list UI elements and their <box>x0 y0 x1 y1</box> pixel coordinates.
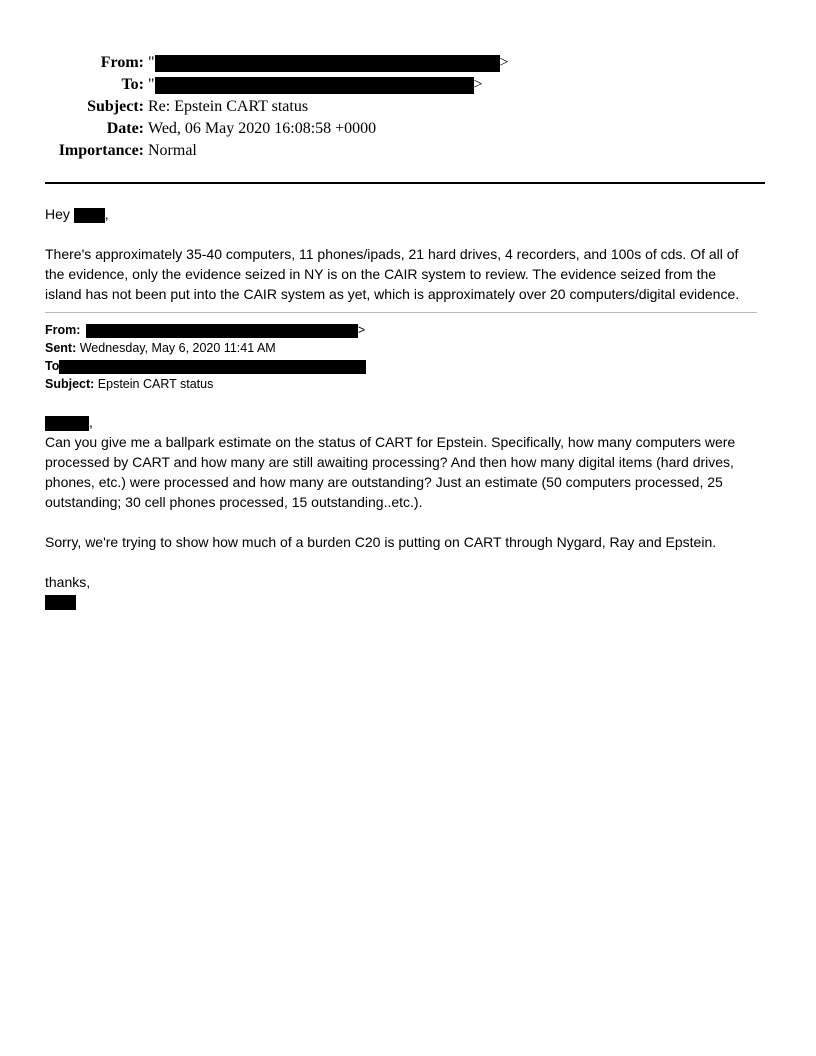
original-line: outstanding; 30 cell phones processed, 15 outstanding..etc.). <box>45 494 423 510</box>
reply-line: the evidence, only the evidence seized in NY is on the CAIR system to review. The evidence seized from the <box>45 266 717 282</box>
header-importance-value: Normal <box>148 142 197 159</box>
reply-greeting <box>45 204 770 224</box>
original-closing <box>45 572 770 592</box>
header-to-suffix: > <box>473 76 483 93</box>
redaction-box <box>155 55 500 72</box>
original-sent-row <box>45 339 765 357</box>
original-line: Can you give me a ballpark estimate on the status of CART for Epstein. Specifically, how many computers were <box>45 434 736 450</box>
original-from-row <box>45 321 765 339</box>
header-subject-row <box>0 96 816 118</box>
header-importance-row <box>0 140 816 162</box>
original-line: processed by CART and how many are still awaiting processing? And then how many digital items (hard drives, <box>45 454 734 470</box>
header-date-value: Wed, 06 May 2020 16:08:58 +0000 <box>148 120 377 137</box>
original-sent-label: Sent: <box>45 341 77 355</box>
original-to-label: To <box>45 359 60 373</box>
reply-body <box>45 244 770 304</box>
header-to-label: To: <box>121 76 144 93</box>
header-from-prefix: " <box>148 54 155 71</box>
redaction-box <box>74 208 105 223</box>
closing-text: thanks, <box>45 574 91 590</box>
header-to-prefix: " <box>148 76 155 93</box>
quote-divider <box>45 312 757 313</box>
original-paragraph-2 <box>45 532 770 552</box>
header-from-suffix: > <box>499 54 509 71</box>
redaction-box <box>59 360 366 374</box>
original-line: phones, etc.) were processed and how many are outstanding? Just an estimate (50 computers processed, 25 <box>45 474 723 490</box>
original-subject-label: Subject: <box>45 377 95 391</box>
header-from-value <box>148 52 509 74</box>
original-subject-value: Epstein CART status <box>97 377 214 391</box>
original-from-suffix: > <box>357 323 366 337</box>
original-sent-value: Wednesday, May 6, 2020 11:41 AM <box>79 341 276 355</box>
redaction-box <box>86 324 358 338</box>
redaction-box <box>155 77 474 94</box>
header-to-value <box>148 74 483 96</box>
original-paragraph-1 <box>45 432 770 512</box>
reply-line: island has not been put into the CAIR system as yet, which is approximately over 20 computers/digital evidence. <box>45 286 740 302</box>
header-to-row <box>0 74 816 96</box>
header-date-label: Date: <box>106 120 144 137</box>
header-subject-value: Re: Epstein CART status <box>148 98 309 115</box>
header-from-row <box>0 52 816 74</box>
header-divider <box>45 182 765 184</box>
redaction-box <box>45 416 89 431</box>
header-from-label: From: <box>100 54 144 71</box>
reply-greeting-suffix: , <box>104 206 109 222</box>
reply-line: There's approximately 35-40 computers, 11 phones/ipads, 21 hard drives, 4 recorders, and 100s of cds. Of all of <box>45 246 739 262</box>
header-date-row <box>0 118 816 140</box>
original-subject-row <box>45 375 765 393</box>
original-to-row <box>45 357 765 375</box>
header-importance-label: Importance: <box>58 142 144 159</box>
header-subject-label: Subject: <box>87 98 144 115</box>
signature-redaction-box <box>45 595 76 610</box>
original-from-label: From: <box>45 323 81 337</box>
original-line: Sorry, we're trying to show how much of a burden C20 is putting on CART through Nygard, Ray and Epstein. <box>45 534 717 550</box>
original-greeting <box>45 412 770 432</box>
original-greeting-suffix: , <box>89 414 93 430</box>
reply-greeting-text: Hey <box>45 206 70 222</box>
